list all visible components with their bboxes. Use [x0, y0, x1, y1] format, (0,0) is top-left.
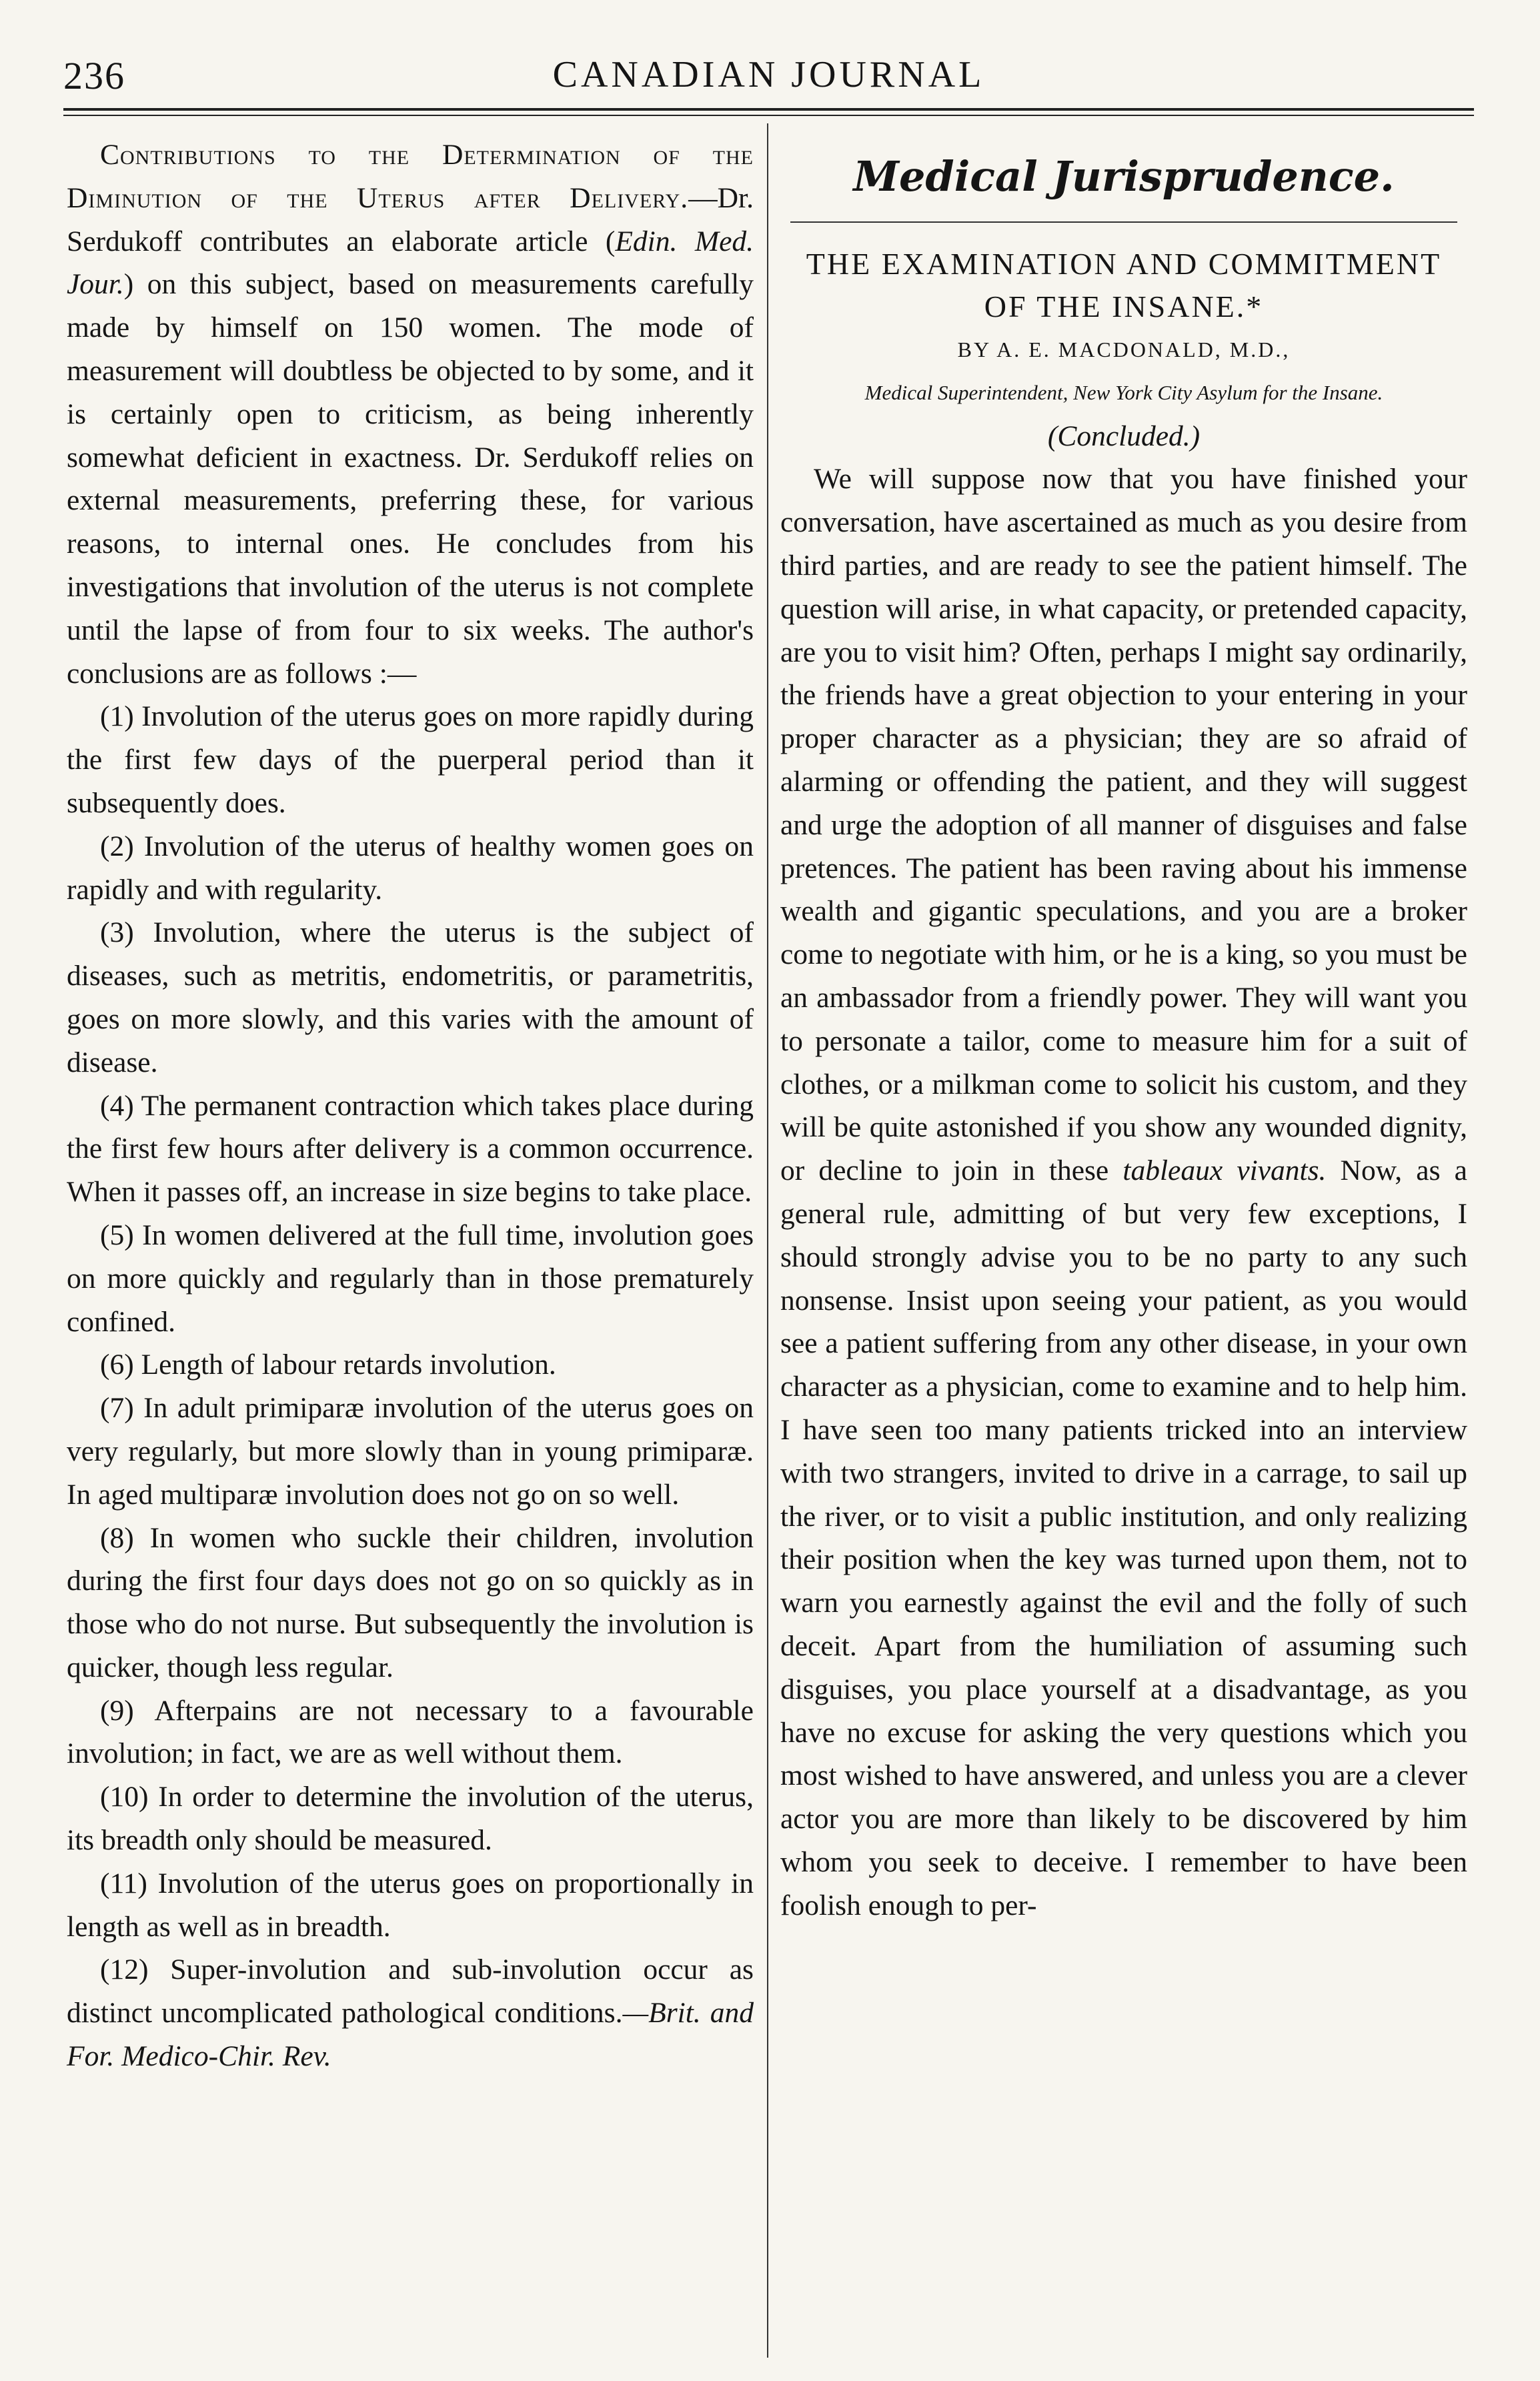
intro-text-post: ) on this subject, based on measurements carefully made by himself on 150 women. The mode of measurement will doubtless be objected to by some, and it is certainly open to criticism, as being inherently somewhat deficient in exactness. Dr. Serdukoff relies on external measurements, preferring these, for various reasons, to internal ones. He concludes from his investigations that involution of the uterus is not complete until the lapse of from four to six weeks. The author's conclusions are as follows :— — [67, 268, 754, 690]
list-item: (1) Involution of the uterus goes on more rapidly during the first few days of the puerperal period than it subsequently does. — [67, 700, 754, 819]
body-italic-phrase: tableaux vivants. — [1122, 1154, 1327, 1187]
article-intro — [67, 133, 754, 695]
last-item-text: (12) Super-involution and sub-involution occur as distinct uncomplicated pathological conditions. — [67, 1953, 754, 2030]
intro-text-pre: —Dr. Serdukoff contributes an elaborate article ( — [67, 181, 754, 257]
list-item: (9) Afterpains are not necessary to a favourable involution; in fact, we are as well without them. — [67, 1694, 754, 1770]
section-title: Medical Jurisprudence. — [853, 152, 1395, 201]
running-title: CANADIAN JOURNAL — [552, 54, 985, 95]
article-body — [780, 458, 1467, 1927]
right-column — [780, 133, 1467, 1927]
concluded-note: (Concluded.) — [1047, 420, 1201, 452]
author-affiliation: Medical Superintendent, New York City Asylum for the Insane. — [864, 380, 1383, 404]
intro-citation: Edin. Med. Jour. — [67, 225, 754, 301]
left-column — [67, 133, 754, 2078]
page-number: 236 — [63, 54, 125, 97]
list-item: (11) Involution of the uterus goes on proportionally in length as well as in breadth. — [67, 1867, 754, 1943]
list-item: (10) In order to determine the involution of the uterus, its breadth only should be measured. — [67, 1781, 754, 1857]
list-item: (2) Involution of the uterus of healthy women goes on rapidly and with regularity. — [67, 830, 754, 906]
list-item: (4) The permanent contraction which takes place during the first few hours after delivery is a common occurrence. When it passes off, an increase in size begins to take place. — [67, 1089, 754, 1209]
list-item: (3) Involution, where the uterus is the subject of diseases, such as metritis, endometritis, or parametritis, goes on more slowly, and this varies with the amount of disease. — [67, 916, 754, 1078]
article-heading: Contributions to the Determination of the Diminution of the Uterus after Delivery. — [67, 139, 754, 214]
section-rule — [790, 221, 1457, 223]
list-item: (5) In women delivered at the full time, involution goes on more quickly and regularly than in those prematurely confined. — [67, 1219, 754, 1338]
header-rule — [63, 108, 1474, 111]
list-item — [67, 1948, 754, 2078]
body-text-part1: We will suppose now that you have finished your conversation, have ascertained as much as you desire from third parties, and are ready to see the patient himself. The question will arise, in what capacity, or pretended capacity, are you to visit him? Often, perhaps I might say ordinarily, the friends have a great objection to your entering in your proper character as a physician; they are so afraid of alarming or offending the patient, and they will suggest and urge the adoption of all manner of disguises and false pretences. The patient has been raving about his immense wealth and gigantic speculations, and you are a broker come to negotiate with him, or he is a king, so you must be an ambassador from a friendly power. They will want you to personate a tailor, come to measure him for a suit of clothes, or a milkman come to solicit his custom, and they will be quite astonished if you show any wounded dignity, or decline to join in these — [780, 463, 1467, 1187]
byline: BY A. E. MACDONALD, M.D., — [957, 337, 1291, 361]
list-item: (8) In women who suckle their children, involution during the first four days does not go on so quickly as in those who do not nurse. But subsequently the involution is quicker, though less regular. — [67, 1521, 754, 1683]
list-item: (7) In adult primiparæ involution of the uterus goes on very regularly, but more slowly than in young primiparæ. In aged multiparæ involution does not go on so well. — [67, 1392, 754, 1511]
article-title: THE EXAMINATION AND COMMITMENT OF THE INSANE.* — [806, 247, 1442, 323]
conclusions-list — [67, 695, 754, 1948]
page-header — [63, 53, 1474, 107]
source-credit: —Brit. and For. Medico-Chir. Rev. — [67, 1997, 754, 2073]
list-item: (6) Length of labour retards involution. — [100, 1349, 556, 1381]
column-divider — [767, 123, 768, 2358]
body-text-part2: Now, as a general rule, admitting of but very few exceptions, I should strongly advise you to be no party to any such nonsense. Insist upon seeing your patient, as you would see a patient suffering from any other disease, in your own character as a physician, come to examine and to help him. I have seen too many patients tricked into an interview with two strangers, invited to drive in a carrage, to sail up the river, or to visit a public institution, and only realizing their position when the key was turned upon them, not to warn you earnestly against the evil and the folly of such deceit. Apart from the humiliation of assuming such disguises, you place yourself at a disadvantage, as you have no excuse for asking the very questions which you most wished to have answered, and unless you are a clever actor you are more than likely to be discovered by him whom you seek to deceive. I remember to have been foolish enough to per- — [780, 1154, 1467, 1921]
header-rule-thin — [63, 115, 1474, 116]
